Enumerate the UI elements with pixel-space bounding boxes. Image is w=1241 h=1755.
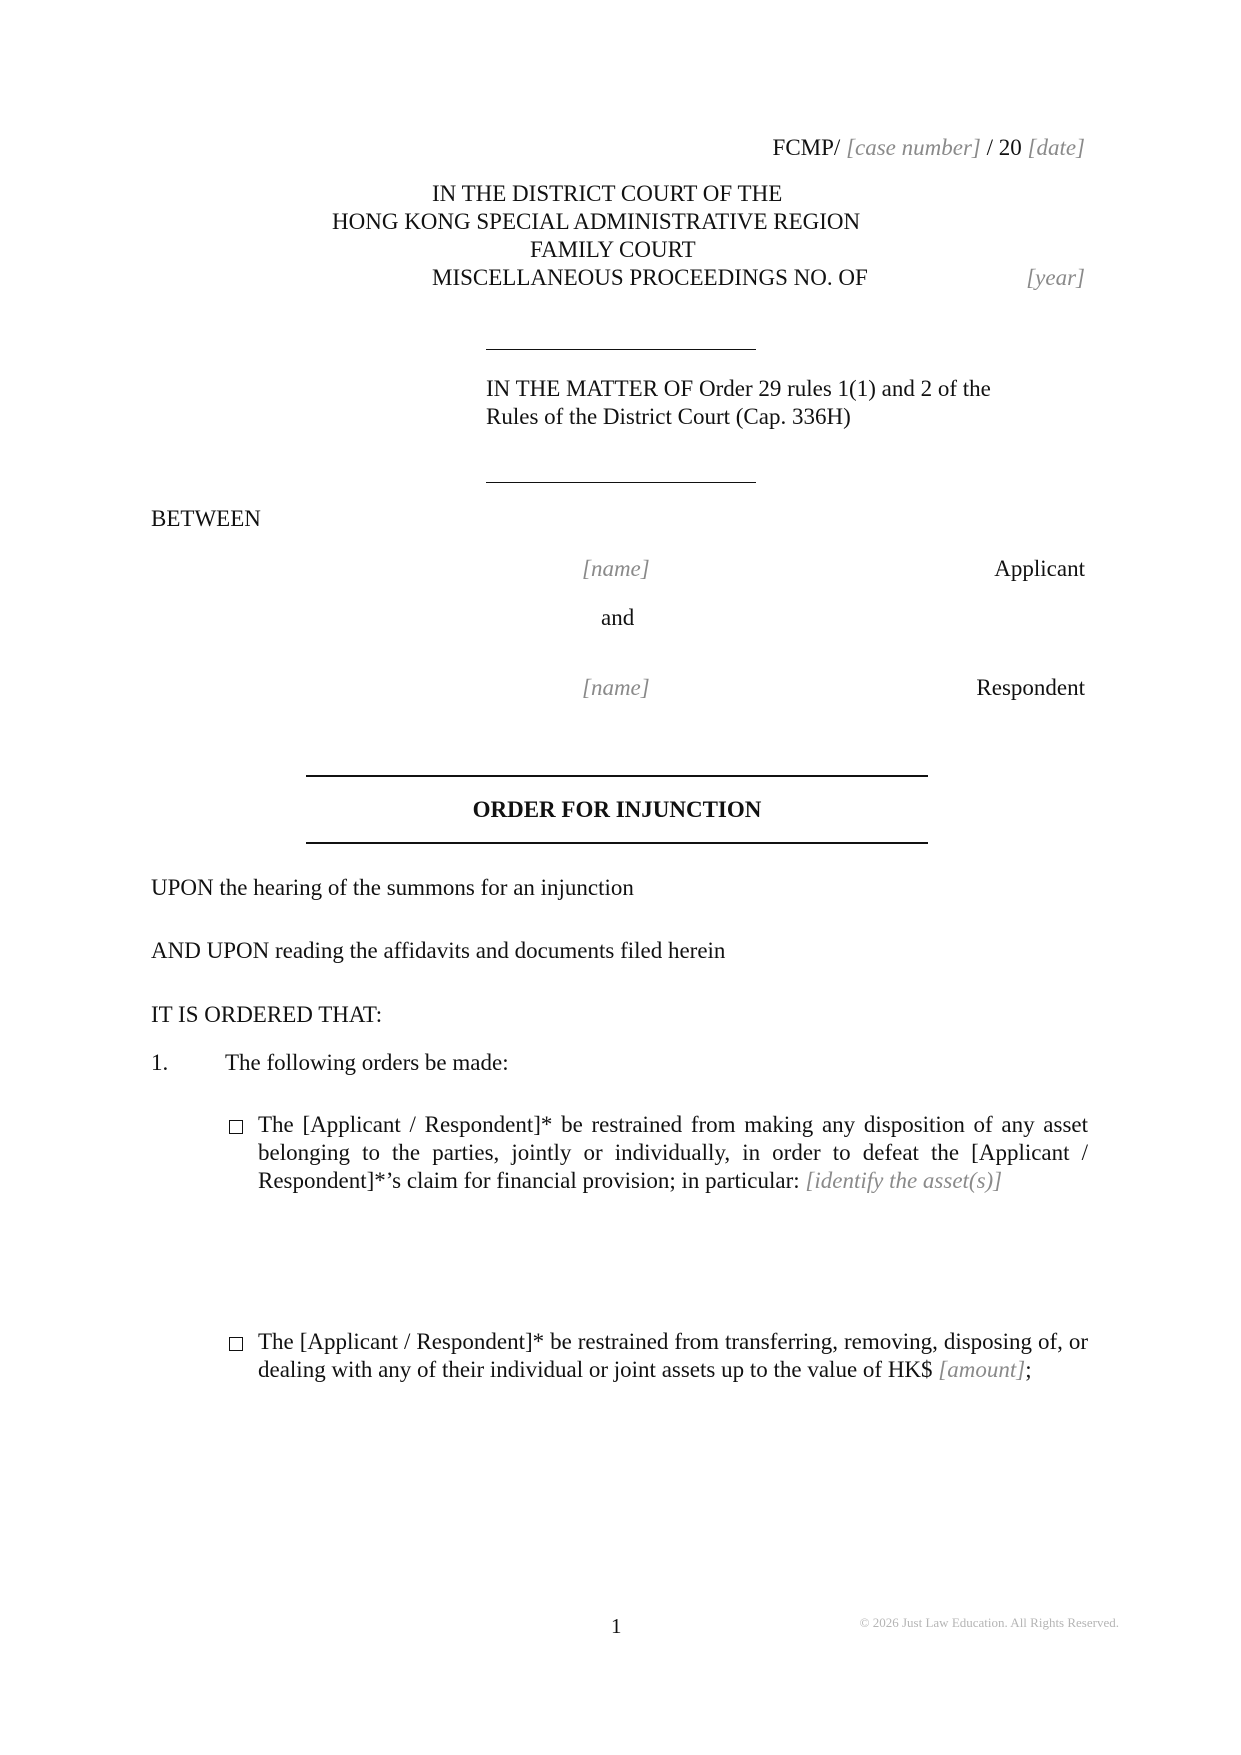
case-date-placeholder[interactable]: [date]: [1027, 135, 1085, 160]
matter-line-1: IN THE MATTER OF Order 29 rules 1(1) and 2 of the: [486, 376, 991, 401]
applicant-role: Applicant: [994, 556, 1085, 581]
option-2-checkbox[interactable]: [229, 1337, 243, 1351]
option-1-asset-placeholder[interactable]: [identify the asset(s)]: [805, 1168, 1003, 1193]
document-title: ORDER FOR INJUNCTION: [472, 797, 762, 822]
case-prefix: FCMP/: [772, 135, 841, 160]
case-number-placeholder[interactable]: [case number]: [846, 135, 981, 160]
recital-upon: UPON the hearing of the summons for an injunction: [151, 875, 634, 900]
ordered-heading: IT IS ORDERED THAT:: [151, 1002, 383, 1027]
divider-2: [486, 482, 756, 483]
copyright-notice: © 2026 Just Law Education. All Rights Reserved.: [859, 1615, 1119, 1630]
divider-1: [486, 349, 756, 350]
order-item-text: The following orders be made:: [225, 1050, 509, 1075]
case-year-separator: / 20: [986, 135, 1022, 160]
page-number: 1: [611, 1614, 622, 1638]
applicant-name-placeholder[interactable]: [name]: [582, 556, 650, 581]
option-1-paragraph: [258, 1111, 1088, 1195]
option-2-paragraph: [258, 1328, 1088, 1384]
respondent-name-placeholder[interactable]: [name]: [582, 675, 650, 700]
year-placeholder[interactable]: [year]: [1026, 265, 1085, 290]
court-line-3: FAMILY COURT: [530, 237, 696, 262]
title-rule-bottom: [306, 842, 928, 844]
and-label: and: [601, 605, 635, 630]
order-item-number: 1.: [151, 1050, 169, 1075]
respondent-role: Respondent: [976, 675, 1085, 700]
case-reference: [773, 135, 1085, 161]
option-2-text: The [Applicant / Respondent]* be restrained from transferring, removing, disposing of, or dealing with any of their individual or joint assets up to the value of HK$: [258, 1329, 1088, 1382]
court-line-1: IN THE DISTRICT COURT OF THE: [432, 181, 783, 206]
matter-line-2: Rules of the District Court (Cap. 336H): [486, 404, 851, 429]
title-rule-top: [306, 775, 928, 777]
recital-and-upon: AND UPON reading the affidavits and documents filed herein: [151, 938, 726, 963]
option-2-tail: ;: [1025, 1357, 1032, 1382]
court-line-2: HONG KONG SPECIAL ADMINISTRATIVE REGION: [332, 209, 861, 234]
option-1-checkbox[interactable]: [229, 1120, 243, 1134]
between-label: BETWEEN: [151, 506, 261, 531]
option-1-text: The [Applicant / Respondent]* be restrained from making any disposition of any asset belonging to the parties, jointly or individually, in order to defeat the [Applicant / Respondent]*’s claim for financial provision; in particular:: [258, 1112, 1088, 1193]
option-2-amount-placeholder[interactable]: [amount]: [938, 1357, 1026, 1382]
court-line-4: MISCELLANEOUS PROCEEDINGS NO. OF: [432, 265, 868, 290]
